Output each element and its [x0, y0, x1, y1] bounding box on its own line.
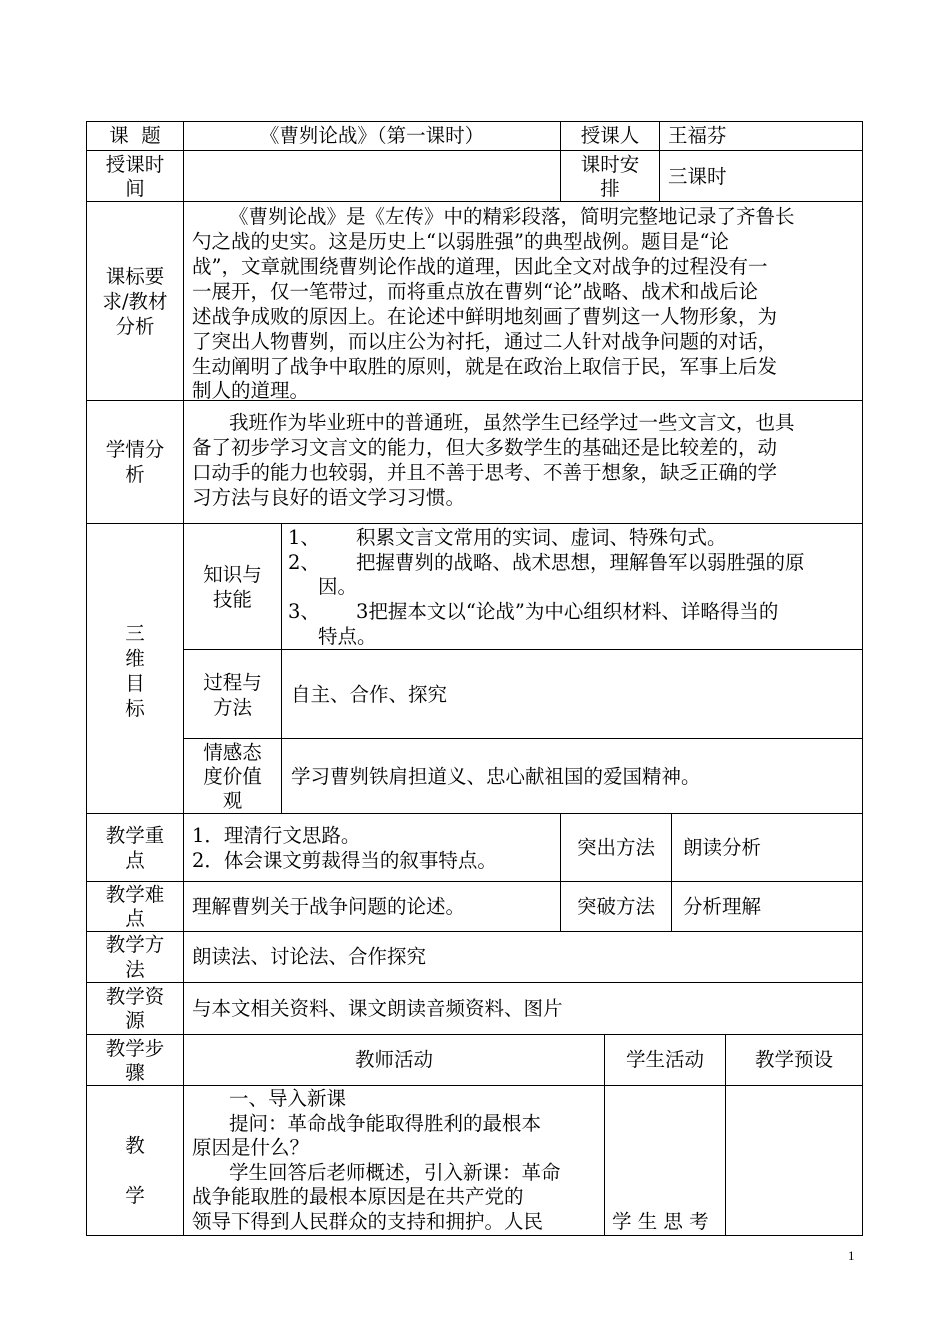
hours-label-line1: 课时安 [580, 153, 640, 176]
teacher-activity-header: 教师活动 [354, 1048, 433, 1071]
students-label-line1: 学情分 [105, 438, 165, 461]
students-line: 我班作为毕业班中的普通班，虽然学生已经学过一些文言文，也具 [229, 411, 795, 434]
key-method-value: 朗读分析 [683, 836, 762, 859]
difficulty-label-line1: 教学难 [105, 883, 165, 906]
teacher-label: 授课人 [580, 124, 640, 147]
time-label-line2: 间 [125, 177, 145, 200]
difficulty-value: 理解曹刿关于战争问题的论述。 [192, 895, 466, 918]
method-label-line1: 教学方 [105, 933, 165, 956]
knowledge-item-cont: 因。 [318, 575, 358, 598]
knowledge-item-cont: 特点。 [318, 625, 377, 648]
steps-label-line1: 教学步 [105, 1037, 165, 1060]
process-label-line2: 方法 [212, 696, 252, 719]
standard-line: 了突出人物曹刿，而以庄公为衬托，通过二人针对战争问题的对话， [192, 330, 778, 353]
standard-line: 战”，文章就围绕曹刿论作战的道理，因此全文对战争的过程没有一 [192, 255, 768, 278]
process-row-line: 原因是什么？ [192, 1136, 310, 1159]
cell-process-row-label [86, 1085, 184, 1236]
difficulty-label-line2: 点 [125, 907, 145, 930]
resources-value: 与本文相关资料、课文朗读音频资料、图片 [192, 997, 563, 1020]
difficulty-method-value: 分析理解 [683, 895, 762, 918]
students-line: 口动手的能力也较弱，并且不善于思考、不善于想象，缺乏正确的学 [192, 461, 778, 484]
resources-label-line2: 源 [125, 1009, 145, 1032]
hours-value: 三课时 [668, 165, 727, 188]
title-label: 课 题 [109, 124, 161, 147]
process-row-line: 领导下得到人民群众的支持和拥护。人民 [192, 1210, 544, 1233]
knowledge-item-text: 3把握本文以“论战”为中心组织材料、详略得当的 [356, 600, 779, 623]
difficulty-method-label: 突破方法 [576, 895, 655, 918]
key-label-line1: 教学重 [105, 824, 165, 847]
students-line: 备了初步学习文言文的能力，但大多数学生的基础还是比较差的，动 [192, 436, 778, 459]
process-row-student: 学 生 思 考 [612, 1210, 709, 1233]
hours-label-line2: 排 [600, 177, 620, 200]
emotion-value: 学习曹刿铁肩担道义、忠心献祖国的爱国精神。 [291, 765, 701, 788]
standard-line: 述战争成败的原因上。在论述中鲜明地刻画了曹刿这一人物形象，为 [192, 305, 778, 328]
preset-header: 教学预设 [754, 1048, 833, 1071]
steps-label-line2: 骤 [125, 1061, 145, 1084]
method-label-line2: 法 [125, 958, 145, 981]
cell-time-value [183, 150, 561, 202]
goals-label-char: 维 [125, 647, 145, 670]
standard-label-line3: 分析 [115, 315, 155, 338]
process-value: 自主、合作、探究 [291, 683, 448, 706]
teacher-name: 王福芬 [668, 124, 727, 147]
knowledge-item-num: 2、 [288, 551, 320, 574]
key-label-line2: 点 [125, 849, 145, 872]
key-line1: 1．理清行文思路。 [192, 824, 361, 847]
process-row-label-char: 学 [125, 1184, 145, 1207]
standard-line: 《曹刿论战》是《左传》中的精彩段落，简明完整地记录了齐鲁长 [229, 205, 795, 228]
standard-line: 生动阐明了战争中取胜的原则，就是在政治上取信于民，军事上后发 [192, 355, 778, 378]
students-label-line2: 析 [125, 463, 145, 486]
goals-label-char: 三 [125, 622, 145, 645]
standard-line: 制人的道理。 [192, 379, 310, 402]
emotion-label-line1: 情感态 [203, 741, 262, 764]
knowledge-item-text: 把握曹刿的战略、战术思想，理解鲁军以弱胜强的原 [356, 551, 805, 574]
process-label-line1: 过程与 [203, 671, 262, 694]
students-line: 习方法与良好的语文学习习惯。 [192, 486, 466, 509]
goals-label-char: 目 [125, 672, 145, 695]
knowledge-label-line1: 知识与 [203, 563, 262, 586]
time-label-line1: 授课时 [105, 153, 165, 176]
standard-label-line1: 课标要 [105, 265, 165, 288]
process-row-line: 一、导入新课 [229, 1087, 347, 1110]
emotion-label-line3: 观 [222, 789, 243, 812]
student-activity-header: 学生活动 [625, 1048, 704, 1071]
process-row-line: 提问：革命战争能取得胜利的最根本 [229, 1112, 542, 1135]
process-row-line: 战争能取胜的最根本原因是在共产党的 [192, 1185, 524, 1208]
method-value: 朗读法、讨论法、合作探究 [192, 945, 427, 968]
page-number: 1 [848, 1248, 855, 1263]
resources-label-line1: 教学资 [105, 985, 165, 1008]
knowledge-item-num: 3、 [288, 600, 320, 623]
key-method-label: 突出方法 [576, 836, 655, 859]
process-row-line: 学生回答后老师概述，引入新课：革命 [229, 1161, 561, 1184]
process-row-label-char: 教 [125, 1134, 145, 1157]
knowledge-label-line2: 技能 [212, 588, 252, 611]
knowledge-item-text: 积累文言文常用的实词、虚词、特殊句式。 [356, 526, 727, 549]
standard-line: 勺之战的史实。这是历史上“以弱胜强”的典型战例。题目是“论 [192, 230, 729, 253]
key-line2: 2．体会课文剪裁得当的叙事特点。 [192, 849, 497, 872]
emotion-label-line2: 度价值 [203, 765, 262, 788]
knowledge-item-num: 1、 [288, 526, 320, 549]
cell-process-row-preset [725, 1085, 863, 1236]
standard-line: 一展开，仅一笔带过，而将重点放在曹刿“论”战略、战术和战后论 [192, 280, 758, 303]
lesson-title: 《曹刿论战》（第一课时） [259, 124, 485, 147]
goals-label-char: 标 [125, 697, 145, 720]
standard-label-line2: 求/教材 [102, 290, 168, 313]
